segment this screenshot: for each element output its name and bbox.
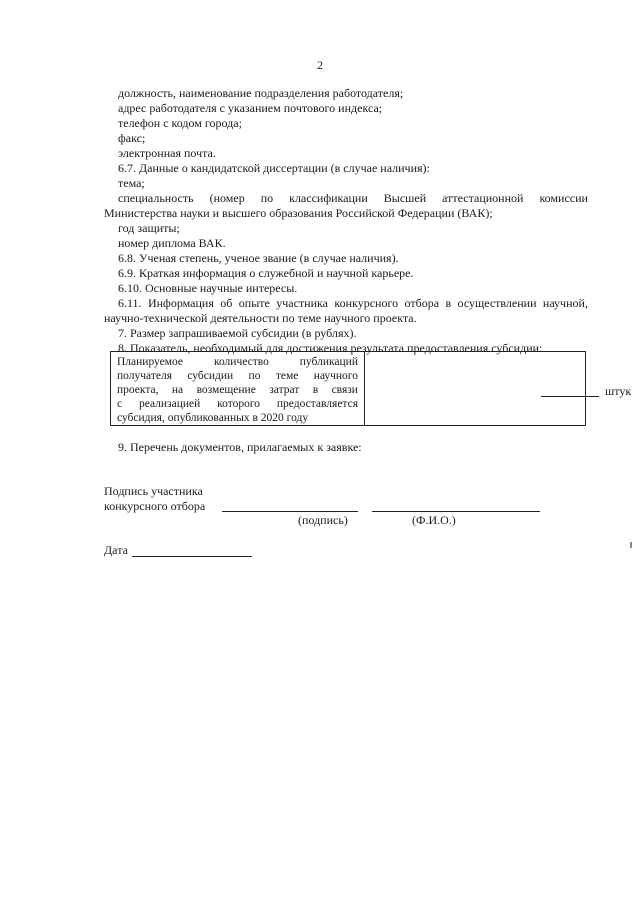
- word: Планируемое: [117, 356, 184, 368]
- word: получателя: [117, 370, 172, 382]
- signature-label-line2: конкурсного отбора: [104, 499, 206, 513]
- table-text-row: [117, 355, 358, 369]
- word: отбора: [404, 296, 440, 310]
- word: Информация: [147, 296, 214, 310]
- full-name-line: [372, 511, 540, 512]
- table-text-row: [117, 397, 358, 411]
- unit-label: штук: [605, 384, 632, 398]
- table-text-row: [117, 369, 358, 383]
- item-8: 8. Показатель, необходимый для достижения результата предоставления субсидии:: [118, 341, 543, 355]
- word: по: [248, 370, 261, 382]
- signature-line: [222, 511, 358, 512]
- word: на: [171, 384, 184, 396]
- scan-mark: [630, 542, 632, 548]
- value-blank-line: [541, 396, 599, 397]
- signature-label-line1: Подпись участника: [104, 484, 203, 498]
- line-email: электронная почта.: [118, 146, 216, 160]
- line-diploma: номер диплома ВАК.: [118, 236, 226, 250]
- word: осуществлении: [457, 296, 537, 310]
- line-ministry: Министерства науки и высшего образования Российской Федерации (ВАК);: [104, 206, 493, 220]
- word: реализацией: [138, 398, 201, 410]
- word: конкурсного: [334, 296, 399, 310]
- word: аттестационной: [442, 191, 524, 205]
- page-number: 2: [317, 58, 323, 72]
- signature-caption: (подпись): [298, 513, 348, 527]
- item-6-11: [118, 296, 588, 311]
- item-6-7: 6.7. Данные о кандидатской диссертации (в случае наличия):: [118, 161, 430, 175]
- item-9: 9. Перечень документов, прилагаемых к заявке:: [118, 440, 362, 454]
- indicator-table: [110, 351, 632, 426]
- item-6-10: 6.10. Основные научные интересы.: [118, 281, 298, 295]
- word: об: [220, 296, 233, 310]
- table-text-row: [117, 383, 358, 397]
- word: 6.11.: [118, 296, 142, 310]
- line-fax: факс;: [118, 131, 146, 145]
- word: опыте: [238, 296, 270, 310]
- word: в: [312, 384, 319, 396]
- line-topic: тема;: [118, 176, 145, 190]
- word: связи: [331, 384, 358, 396]
- word: возмещение: [196, 384, 256, 396]
- table-text-row-last: субсидия, опубликованных в 2020 году: [117, 412, 309, 424]
- line-address: адрес работодателя с указанием почтового индекса;: [118, 101, 383, 115]
- date-label: Дата: [104, 543, 128, 557]
- word: комиссии: [539, 191, 588, 205]
- word: проекта,: [117, 384, 159, 396]
- line-phone: телефон с кодом города;: [118, 116, 242, 130]
- word: которого: [217, 398, 261, 410]
- line-specialty: [118, 191, 588, 206]
- date-line: [132, 556, 252, 557]
- indicator-value-cell: [365, 352, 632, 425]
- line-scientific-activity: научно-технической деятельности по теме научного проекта.: [104, 311, 417, 325]
- line-position: должность, наименование подразделения работодателя;: [118, 86, 404, 100]
- word: специальность: [118, 191, 194, 205]
- word: участника: [276, 296, 328, 310]
- indicator-description-cell: [111, 352, 365, 425]
- item-6-9: 6.9. Краткая информация о служебной и научной карьере.: [118, 266, 414, 280]
- word: (номер: [209, 191, 245, 205]
- word: научной,: [542, 296, 588, 310]
- word: классификации: [289, 191, 368, 205]
- word: с: [117, 398, 123, 410]
- item-6-8: 6.8. Ученая степень, ученое звание (в случае наличия).: [118, 251, 399, 265]
- word: публикаций: [299, 356, 358, 368]
- word: в: [445, 296, 452, 310]
- word: Высшей: [383, 191, 427, 205]
- word: затрат: [269, 384, 300, 396]
- word: субсидии: [187, 370, 234, 382]
- item-7: 7. Размер запрашиваемой субсидии (в рублях).: [118, 326, 357, 340]
- word: предоставляется: [276, 398, 358, 410]
- full-name-caption: (Ф.И.О.): [412, 513, 456, 527]
- word: по: [260, 191, 274, 205]
- line-defense-year: год защиты;: [118, 221, 180, 235]
- word: теме: [275, 370, 299, 382]
- word: научного: [313, 370, 358, 382]
- word: количество: [213, 356, 269, 368]
